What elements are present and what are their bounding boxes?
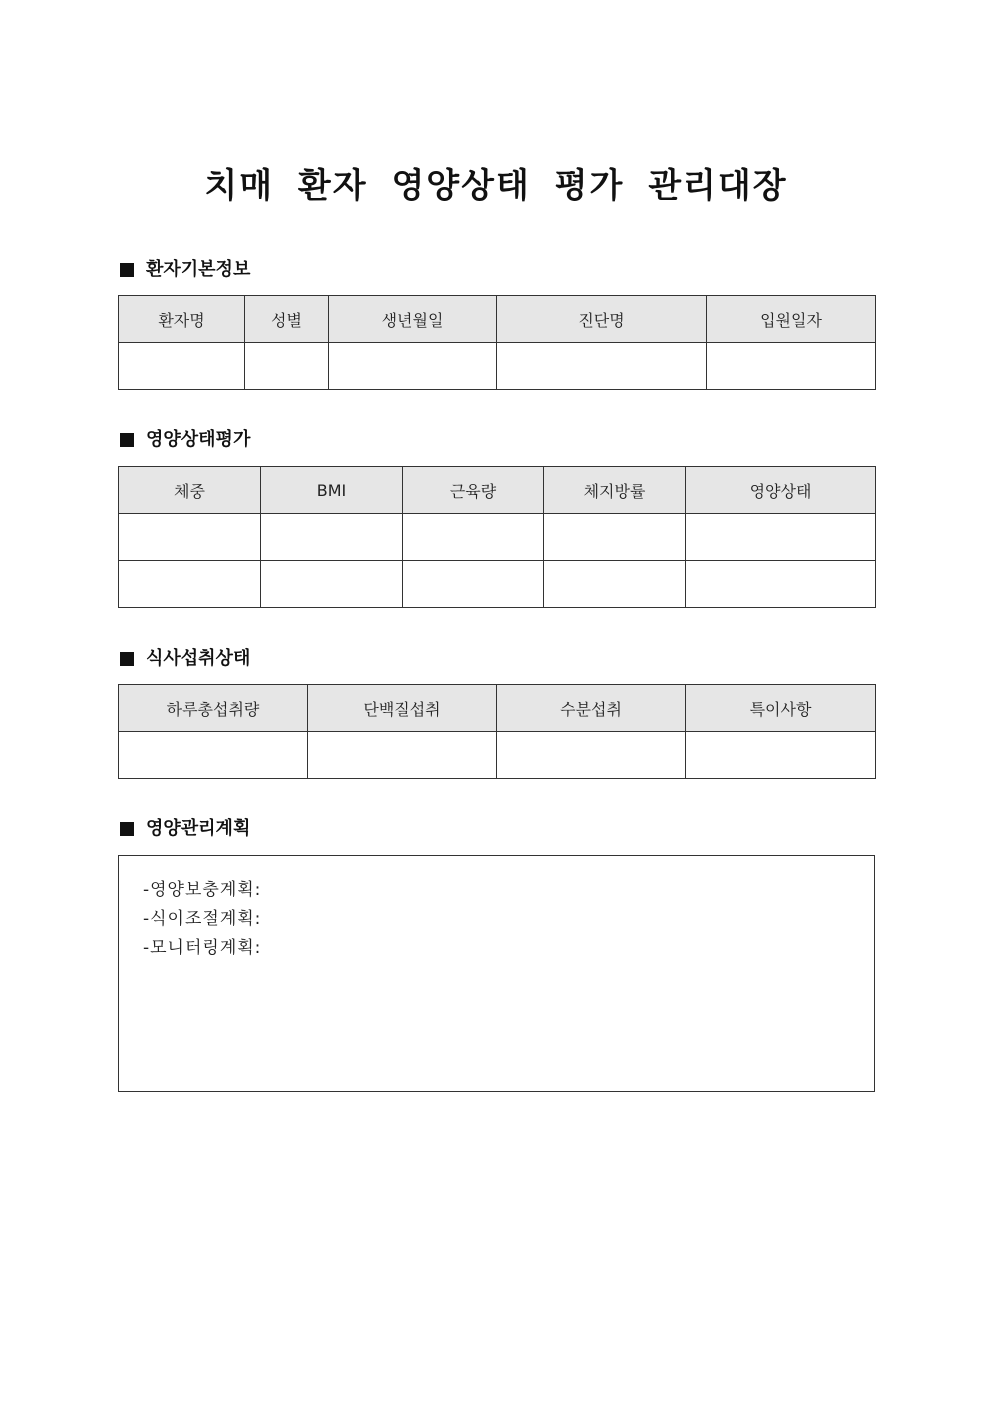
table-row: [119, 561, 876, 608]
column-header-diagnosis: 진단명: [497, 296, 707, 343]
column-header-water-intake: 수분섭취: [497, 685, 686, 732]
column-header-admission-date: 입원일자: [707, 296, 876, 343]
column-header-remarks: 특이사항: [686, 685, 876, 732]
bmi-cell[interactable]: [261, 561, 403, 608]
diet-control-plan-line: -식이조절계획:: [143, 909, 262, 929]
birth-date-cell[interactable]: [329, 343, 497, 390]
protein-intake-cell[interactable]: [308, 732, 497, 779]
column-header-muscle-mass: 근육량: [403, 467, 544, 514]
supplement-plan-line: -영양보충계획:: [143, 880, 262, 900]
bmi-cell[interactable]: [261, 514, 403, 561]
remarks-cell[interactable]: [686, 732, 876, 779]
square-bullet-icon: [120, 652, 134, 666]
section-heading-nutrition-eval: [118, 428, 250, 452]
table-row: [119, 514, 876, 561]
section-heading-meal-intake: [118, 647, 250, 671]
table-row: [119, 343, 876, 390]
column-header-protein-intake: 단백질섭취: [308, 685, 497, 732]
table-header-row: [119, 685, 876, 732]
column-header-bmi: BMI: [261, 467, 403, 514]
basic-info-table: [118, 295, 876, 390]
water-intake-cell[interactable]: [497, 732, 686, 779]
sex-cell[interactable]: [245, 343, 329, 390]
column-header-weight: 체중: [119, 467, 261, 514]
monitoring-plan-line: -모니터링계획:: [143, 938, 262, 958]
square-bullet-icon: [120, 433, 134, 447]
column-header-sex: 성별: [245, 296, 329, 343]
nutrition-status-cell[interactable]: [686, 514, 876, 561]
column-header-daily-intake: 하루총섭취량: [119, 685, 308, 732]
admission-date-cell[interactable]: [707, 343, 876, 390]
table-header-row: [119, 296, 876, 343]
column-header-birth-date: 생년월일: [329, 296, 497, 343]
column-header-nutrition-status: 영양상태: [686, 467, 876, 514]
nutrition-eval-table: [118, 466, 876, 608]
section-heading-label: 식사섭취상태: [146, 648, 251, 669]
section-heading-label: 영양상태평가: [146, 429, 251, 450]
weight-cell[interactable]: [119, 514, 261, 561]
section-heading-label: 영양관리계획: [146, 818, 251, 839]
page-title: 치매 환자 영양상태 평가 관리대장: [204, 166, 788, 206]
body-fat-cell[interactable]: [544, 561, 686, 608]
section-heading-nutrition-plan: [118, 817, 250, 841]
square-bullet-icon: [120, 822, 134, 836]
nutrition-plan-list: [143, 876, 874, 963]
column-header-patient-name: 환자명: [119, 296, 245, 343]
table-row: [119, 732, 876, 779]
patient-name-cell[interactable]: [119, 343, 245, 390]
section-heading-label: 환자기본정보: [146, 259, 251, 280]
nutrition-status-cell[interactable]: [686, 561, 876, 608]
table-header-row: [119, 467, 876, 514]
daily-intake-cell[interactable]: [119, 732, 308, 779]
muscle-mass-cell[interactable]: [403, 514, 544, 561]
section-heading-basic-info: [118, 258, 250, 282]
weight-cell[interactable]: [119, 561, 261, 608]
nutrition-plan-box[interactable]: [118, 855, 875, 1092]
column-header-body-fat: 체지방률: [544, 467, 686, 514]
square-bullet-icon: [120, 263, 134, 277]
muscle-mass-cell[interactable]: [403, 561, 544, 608]
meal-intake-table: [118, 684, 876, 779]
body-fat-cell[interactable]: [544, 514, 686, 561]
diagnosis-cell[interactable]: [497, 343, 707, 390]
